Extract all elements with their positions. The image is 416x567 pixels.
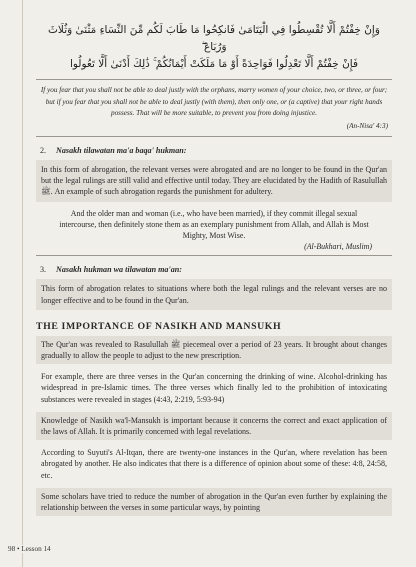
item-number: 2. — [40, 146, 47, 155]
section-heading: THE IMPORTANCE OF NASIKH AND MANSUKH — [36, 320, 282, 332]
arabic-verse-line-2: فَإِنْ خِفْتُمْ أَلَّا تَعْدِلُوا فَوَاحِدَةً أَوْ مَا مَلَكَتْ أَيْمَانُكُمْ ۚ ذَٰلِكَ أَدْنَىٰ أَلَّا تَعُولُوا — [69, 58, 359, 70]
page-content — [36, 22, 392, 516]
paragraph: The Qur'an was revealed to Rasulullah ﷺ piecemeal over a period of 23 years. It brought about changes gradually to allow the people to adjust to the new prescription. — [36, 336, 392, 364]
item-3-body: This form of abrogation relates to situations where both the legal rulings and the relevant verses are no longer effective and to be found in the Qur'an. — [36, 279, 392, 309]
arabic-verse — [36, 22, 392, 73]
item-number: 3. — [40, 265, 47, 275]
hadith-source: (Al-Bukhari, Muslim) — [304, 242, 372, 252]
abrogation-type-3 — [36, 264, 392, 275]
paragraph: For example, there are three verses in the Qur'an concerning the drinking of wine. Alcohol-drinking has widespread in pre-Islamic times. The three verses which finally led to the prohibition of intoxicating substances were revealed in stages (4:43, 2:219, 5:93-94) — [41, 372, 387, 404]
item-title: Nasakh hukman wa tilawatan ma'an: — [56, 265, 182, 275]
item-title: Nasakh tilawatan ma'a baqa' hukman: — [56, 146, 187, 155]
divider — [36, 255, 392, 256]
verse-translation: If you fear that you shall not be able to deal justly with the orphans, marry women of your choice, two, or three, or four; but if you fear that you shall not be able to deal justly (with them), then only one, or (a captive) that your right hands possess. That will be more suitable, to prevent you from doing injustice. — [40, 86, 388, 117]
item-2-body: In this form of abrogation, the relevant verses were abrogated and are no longer to be found in the Qur'an but the legal rulings are still valid and effective until today. They are elucidated by the Hadith of Rasulullah ﷺ. An example of such abrogation regards the punishment for adultery. — [36, 160, 392, 202]
verse-reference: (An-Nisa' 4:3) — [346, 121, 388, 130]
hadith-quote — [56, 208, 372, 253]
paragraph: Knowledge of Nasikh wa'l-Mansukh is important because it concerns the correct and exact application of the laws of Allah. It is primarily concerned with legal revelations. — [36, 412, 392, 440]
arabic-verse-line-1: وَإِنْ خِفْتُمْ أَلَّا تُقْسِطُوا فِي الْيَتَامَىٰ فَانكِحُوا مَا طَابَ لَكُم مِّنَ النِّسَاءِ مَثْنَىٰ وَثُلَاثَ وَرُبَاعَ ۖ — [48, 24, 380, 53]
hadith-text: And the older man and woman (i.e., who have been married), if they commit illegal sexual intercourse, then definitely stone them as an exemplary punishment from Allah, and Allah is Most Mighty, Most Wise. — [59, 208, 369, 241]
margin-rule — [22, 0, 23, 567]
paragraph: According to Suyuti's Al-Itqan, there are twenty-one instances in the Qur'an, where revelation has been abrogated by another. He also indicates that there is a difference of opinion about some of these: 4:8, 24:58, etc. — [41, 448, 387, 480]
paragraph: Some scholars have tried to reduce the number of abrogation in the Qur'an even further by explaining the relationship between the verses in some particular ways, by pointing — [36, 488, 392, 516]
verse-translation-box — [36, 79, 392, 137]
page-footer: 98 • Lesson 14 — [8, 545, 51, 553]
abrogation-type-2 — [36, 145, 392, 156]
